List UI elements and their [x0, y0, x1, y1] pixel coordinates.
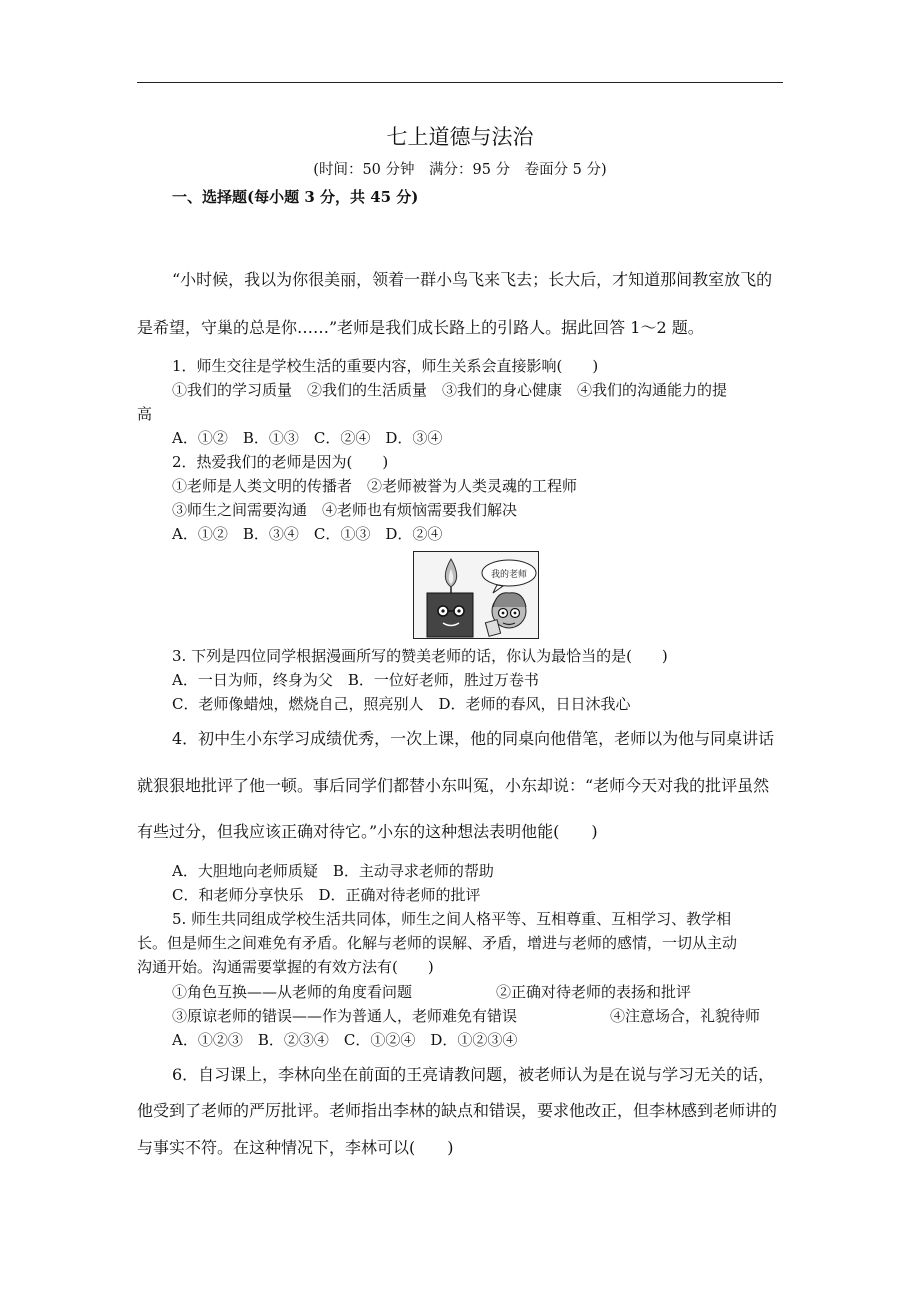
q5-choices: A．①②③ B．②③④ C．①②④ D．①②③④ [172, 1031, 518, 1049]
header-rule [137, 82, 783, 83]
q1-stem: 1．师生交往是学校生活的重要内容，师生关系会直接影响( ) [172, 357, 599, 375]
q4-choices-cd: C．和老师分享快乐 D．正确对待老师的批评 [172, 886, 481, 904]
q3-choices-cd: C．老师像蜡烛，燃烧自己，照亮别人 D．老师的春风，日日沐我心 [172, 695, 631, 713]
q5-line-3: 沟通开始。沟通需要掌握的有效方法有( ) [137, 958, 434, 976]
q5-option-3: ③原谅老师的错误——作为普通人，老师难免有错误 [172, 1007, 518, 1025]
speech-bubble-text: 我的老师 [490, 570, 528, 580]
section-heading: 一、选择题(每小题 3 分，共 45 分) [172, 188, 419, 206]
q1-options-line-1: ①我们的学习质量 ②我们的生活质量 ③我们的身心健康 ④我们的沟通能力的提 [172, 381, 728, 399]
q2-stem: 2．热爱我们的老师是因为( ) [172, 453, 389, 471]
candle-teacher-cartoon [413, 551, 539, 639]
exam-meta: (时间：50 分钟 满分：95 分 卷面分 5 分) [313, 162, 607, 178]
q3-stem: 3. 下列是四位同学根据漫画所写的赞美老师的话，你认为最恰当的是( ) [172, 647, 668, 665]
q2-choices: A．①② B．③④ C．①③ D．②④ [172, 525, 443, 543]
q2-options-line-1: ①老师是人类文明的传播者 ②老师被誉为人类灵魂的工程师 [172, 477, 578, 495]
q5-option-4: ④注意场合，礼貌待师 [610, 1007, 761, 1025]
page-title: 七上道德与法治 [386, 125, 534, 149]
q6-line-2: 他受到了老师的严厉批评。老师指出李林的缺点和错误，要求他改正，但李林感到老师讲的 [137, 1101, 778, 1120]
q4-line-2: 就狠狠地批评了他一顿。事后同学们都替小东叫冤，小东却说：“老师今天对我的批评虽然 [137, 776, 770, 795]
q5-line-2: 长。但是师生之间难免有矛盾。化解与老师的误解、矛盾，增进与老师的感情，一切从主动 [137, 934, 738, 952]
q4-choices-ab: A．大胆地向老师质疑 B．主动寻求老师的帮助 [172, 862, 494, 880]
intro-line-2: 是希望，守巢的总是你……”老师是我们成长路上的引路人。据此回答 1～2 题。 [137, 318, 704, 337]
q3-choices-ab: A．一日为师，终身为父 B．一位好老师，胜过万卷书 [172, 671, 539, 689]
q1-options-line-2: 高 [137, 405, 153, 423]
candle-body-icon [427, 593, 473, 637]
q4-line-3: 有些过分，但我应该正确对待它。”小东的这种想法表明他能( ) [137, 822, 598, 841]
q1-choices: A．①② B．①③ C．②④ D．③④ [172, 429, 443, 447]
intro-line-1: “小时候，我以为你很美丽，领着一群小鸟飞来飞去；长大后，才知道那间教室放飞的 [172, 270, 773, 289]
q5-option-2: ②正确对待老师的表扬和批评 [496, 983, 692, 1001]
q4-line-1: 4．初中生小东学习成绩优秀，一次上课，他的同桌向他借笔，老师以为他与同桌讲话 [172, 729, 775, 748]
q6-line-3: 与事实不符。在这种情况下，李林可以( ) [137, 1138, 454, 1157]
q6-line-1: 6．自习课上，李林向坐在前面的王亮请教问题，被老师认为是在说与学习无关的话， [172, 1065, 775, 1084]
q2-options-line-2: ③师生之间需要沟通 ④老师也有烦恼需要我们解决 [172, 501, 518, 519]
q5-option-1: ①角色互换——从老师的角度看问题 [172, 983, 413, 1001]
q5-line-1: 5. 师生共同组成学校生活共同体，师生之间人格平等、互相尊重、互相学习、教学相 [172, 910, 732, 928]
